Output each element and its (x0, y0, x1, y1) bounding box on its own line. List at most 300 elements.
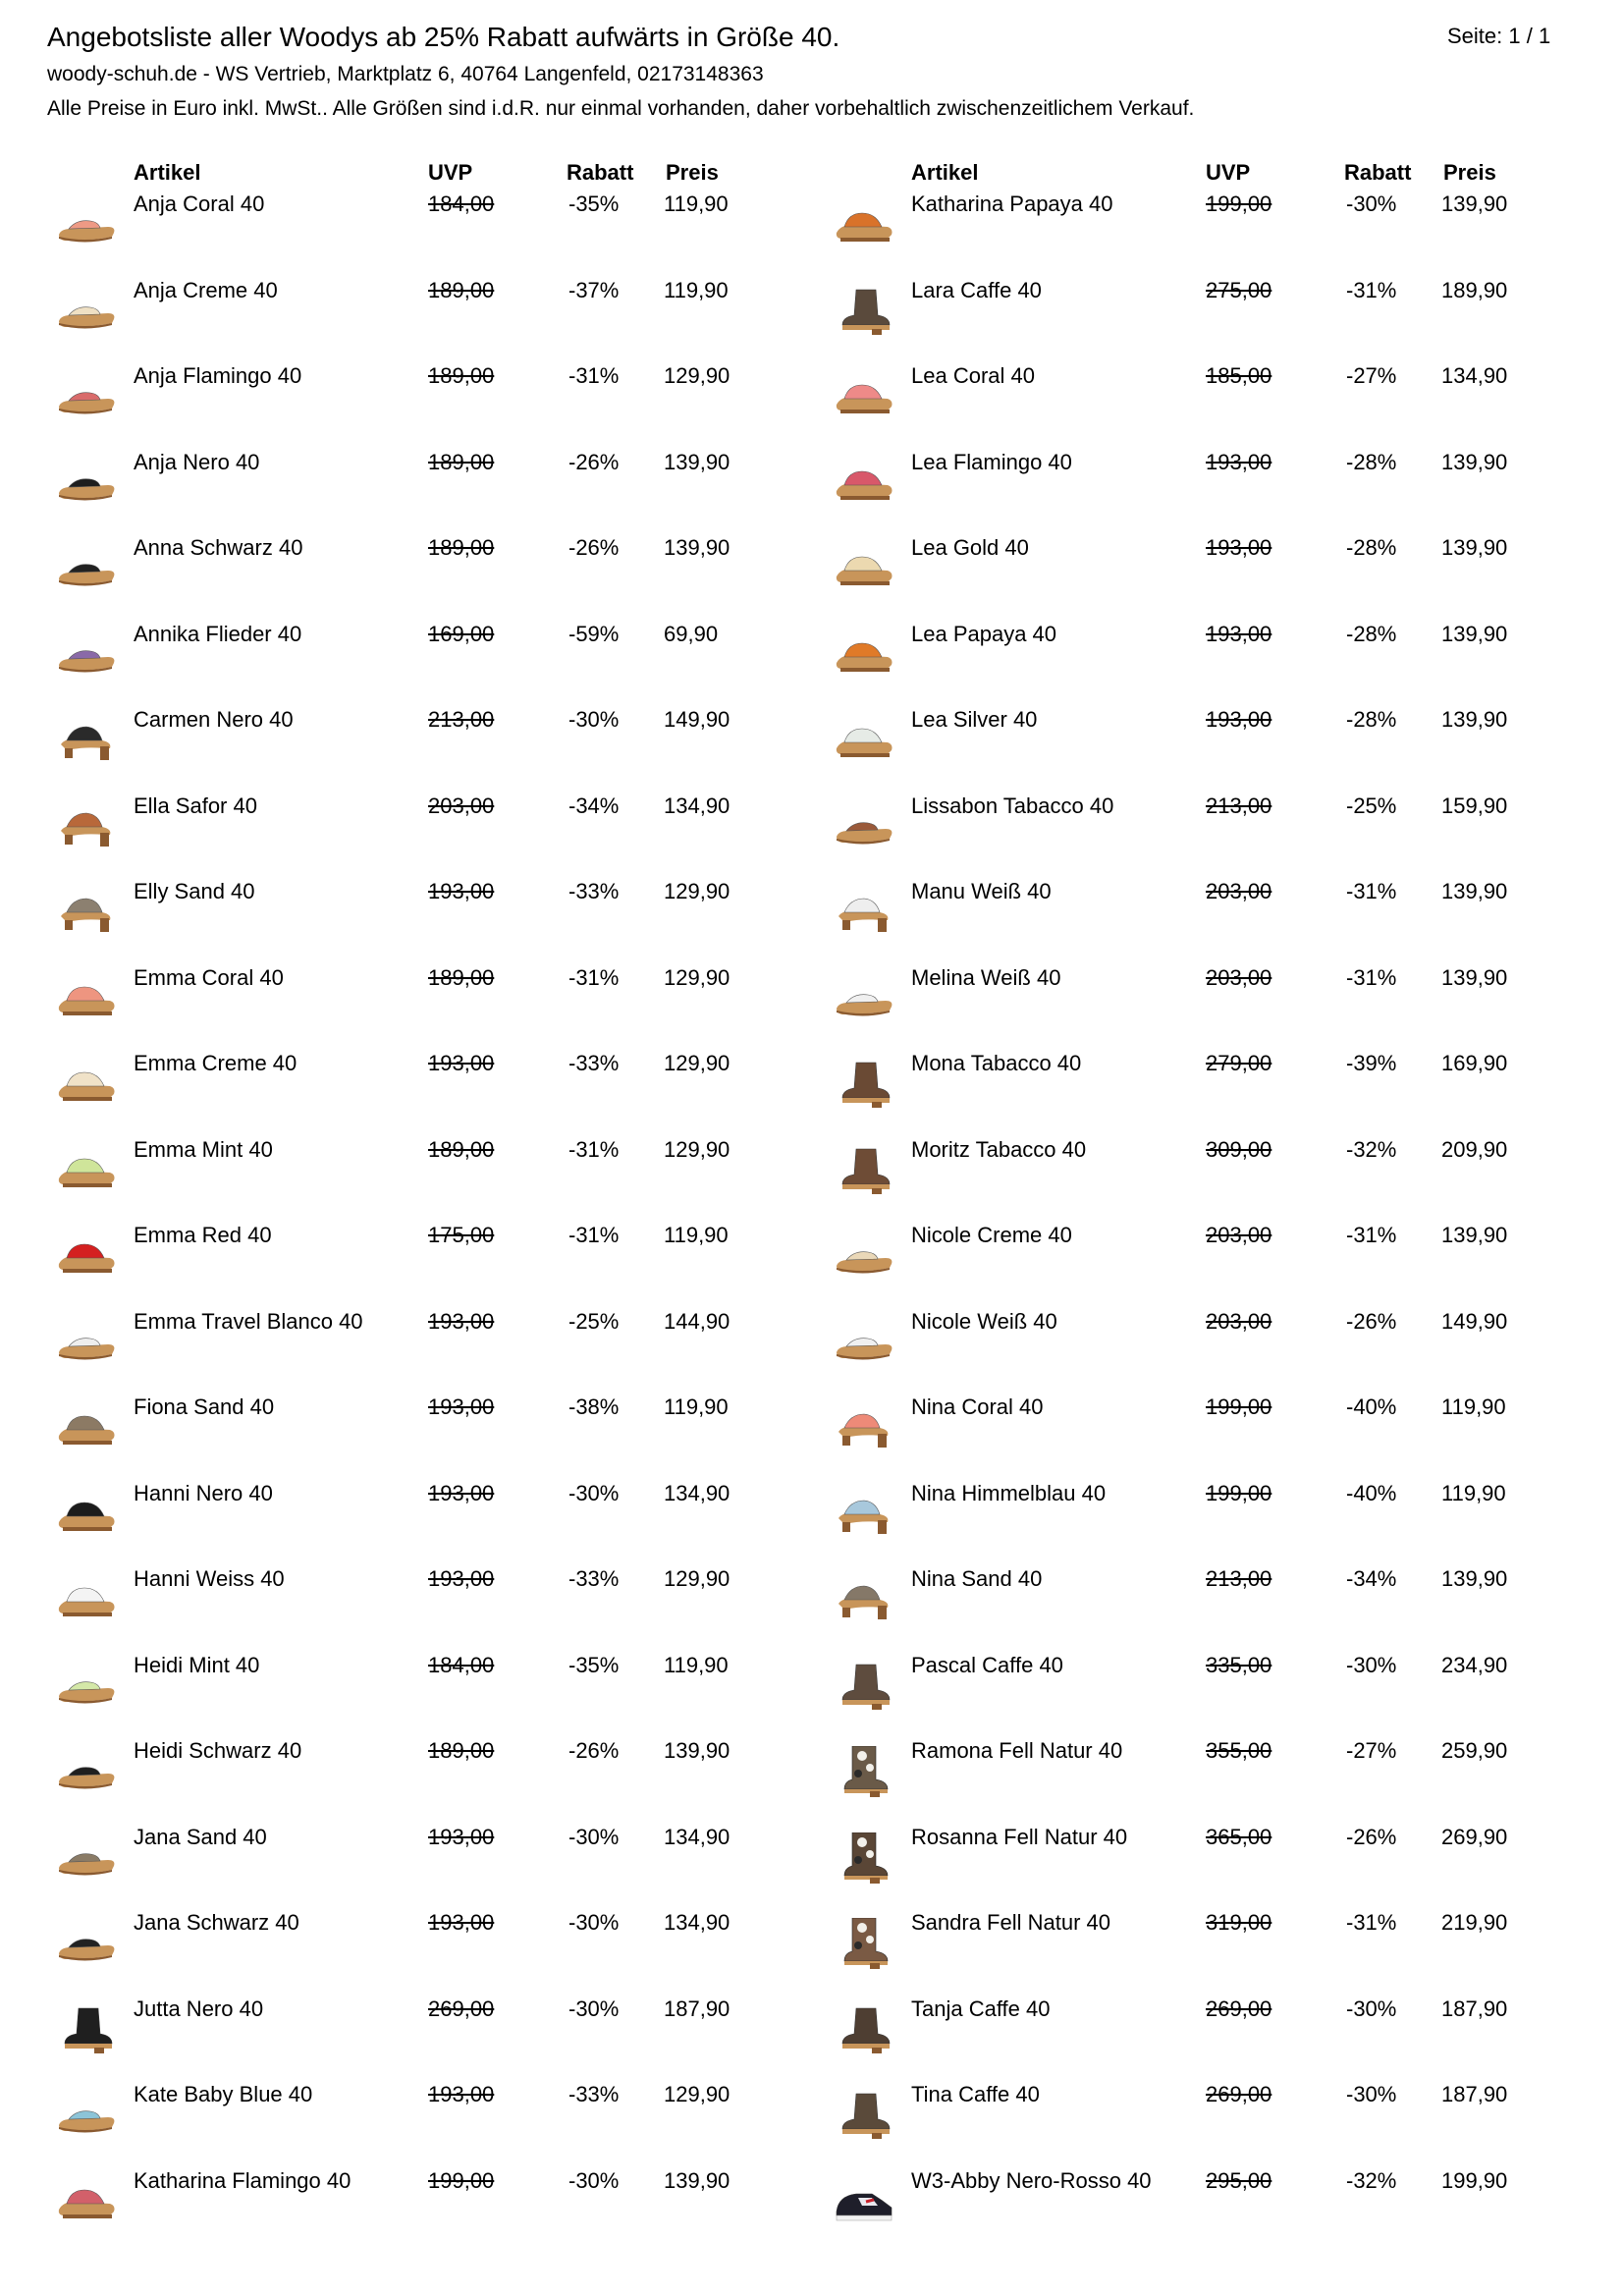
product-row (47, 1305, 793, 1392)
product-image (833, 1489, 895, 1540)
product-preis: 139,90 (1441, 621, 1508, 646)
product-uvp: 189,00 (428, 363, 495, 388)
product-preis: 187,90 (664, 1995, 730, 2021)
product-rabatt: -26% (568, 1738, 620, 1763)
product-image (55, 1402, 118, 1453)
product-image (55, 1661, 118, 1712)
product-name: Fiona Sand 40 (134, 1394, 275, 1419)
product-preis: 199,90 (1441, 2167, 1508, 2193)
product-row (47, 618, 793, 704)
product-uvp: 203,00 (1206, 879, 1272, 903)
col-header-uvp: UVP (428, 160, 473, 185)
product-row (825, 1993, 1571, 2079)
product-preis: 69,90 (664, 621, 719, 646)
product-uvp: 213,00 (1206, 1566, 1272, 1591)
product-row (47, 1133, 793, 1220)
product-row (47, 359, 793, 446)
product-preis: 139,90 (664, 449, 730, 474)
product-row (825, 1391, 1571, 1477)
product-name: Kate Baby Blue 40 (134, 2082, 313, 2106)
product-rabatt: -33% (568, 1566, 620, 1591)
product-image (833, 1574, 895, 1625)
product-preis: 119,90 (664, 1394, 729, 1419)
company-info: woody-schuh.de - WS Vertrieb, Marktplatz 6, 40764 Langenfeld, 02173148363 (47, 63, 764, 85)
product-name: Anja Flamingo 40 (134, 363, 302, 388)
table-header (825, 158, 1571, 188)
product-preis: 139,90 (1441, 191, 1508, 216)
product-rabatt: -34% (1346, 1566, 1397, 1591)
product-rabatt: -30% (1346, 1995, 1397, 2021)
product-image (55, 1574, 118, 1625)
product-rabatt: -26% (568, 449, 620, 474)
product-row (825, 188, 1571, 274)
product-uvp: 189,00 (428, 1738, 495, 1763)
product-image (833, 973, 895, 1024)
product-preis: 187,90 (1441, 2082, 1508, 2106)
product-rabatt: -35% (568, 1652, 620, 1677)
product-name: Lea Papaya 40 (911, 621, 1057, 646)
product-uvp: 193,00 (1206, 449, 1272, 474)
product-rabatt: -31% (1346, 277, 1397, 302)
product-list-left (47, 188, 793, 2250)
product-row (47, 1734, 793, 1821)
product-name: Hanni Weiss 40 (134, 1566, 285, 1591)
product-name: Tina Caffe 40 (911, 2082, 1040, 2106)
product-uvp: 335,00 (1206, 1652, 1272, 1677)
product-preis: 134,90 (1441, 363, 1508, 388)
product-name: Anja Coral 40 (134, 191, 265, 216)
product-name: Lea Silver 40 (911, 707, 1038, 732)
product-preis: 149,90 (664, 707, 730, 732)
product-image (833, 1317, 895, 1368)
product-rabatt: -26% (568, 535, 620, 560)
product-rabatt: -30% (568, 1910, 620, 1935)
product-rabatt: -25% (1346, 793, 1397, 818)
product-preis: 119,90 (664, 1652, 729, 1677)
product-uvp: 185,00 (1206, 363, 1272, 388)
product-preis: 159,90 (1441, 793, 1508, 818)
product-preis: 119,90 (664, 277, 729, 302)
product-image (55, 2090, 118, 2141)
product-uvp: 169,00 (428, 621, 495, 646)
product-preis: 139,90 (1441, 879, 1508, 903)
product-row (825, 2078, 1571, 2164)
product-image (833, 801, 895, 852)
product-row (47, 1477, 793, 1563)
product-rabatt: -27% (1346, 363, 1397, 388)
product-uvp: 193,00 (428, 879, 495, 903)
product-name: W3-Abby Nero-Rosso 40 (911, 2167, 1152, 2193)
product-preis: 209,90 (1441, 1136, 1508, 1162)
product-image (833, 1832, 895, 1884)
product-preis: 119,90 (1441, 1480, 1506, 1505)
product-list-right (825, 188, 1571, 2250)
product-image (55, 543, 118, 594)
product-name: Nicole Weiß 40 (911, 1308, 1057, 1334)
product-name: Anna Schwarz 40 (134, 535, 303, 560)
product-row (47, 1047, 793, 1133)
product-uvp: 199,00 (1206, 1480, 1272, 1505)
product-row (825, 790, 1571, 876)
product-image (55, 629, 118, 681)
product-preis: 139,90 (1441, 1566, 1508, 1591)
product-name: Pascal Caffe 40 (911, 1652, 1063, 1677)
product-image (55, 199, 118, 250)
product-image (55, 1832, 118, 1884)
product-preis: 139,90 (1441, 1223, 1508, 1247)
product-image (833, 286, 895, 337)
product-image (55, 1145, 118, 1196)
product-image (55, 458, 118, 509)
product-uvp: 199,00 (1206, 1394, 1272, 1419)
product-name: Emma Creme 40 (134, 1051, 298, 1075)
product-image (55, 801, 118, 852)
product-rabatt: -59% (568, 621, 620, 646)
product-row (825, 1734, 1571, 1821)
product-preis: 139,90 (1441, 707, 1508, 732)
product-rabatt: -30% (1346, 2082, 1397, 2106)
product-rabatt: -40% (1346, 1480, 1397, 1505)
product-uvp: 279,00 (1206, 1051, 1272, 1075)
product-name: Sandra Fell Natur 40 (911, 1910, 1110, 1935)
product-rabatt: -30% (568, 1480, 620, 1505)
product-name: Annika Flieder 40 (134, 621, 302, 646)
product-name: Nina Sand 40 (911, 1566, 1043, 1591)
product-name: Nina Coral 40 (911, 1394, 1044, 1419)
page-title: Angebotsliste aller Woodys ab 25% Rabatt aufwärts in Größe 40. (47, 22, 840, 52)
product-row (47, 188, 793, 274)
product-name: Emma Travel Blanco 40 (134, 1308, 363, 1334)
col-header-uvp: UVP (1206, 160, 1251, 185)
product-row (825, 961, 1571, 1048)
product-name: Lea Gold 40 (911, 535, 1029, 560)
product-uvp: 189,00 (428, 1136, 495, 1162)
product-row (47, 1391, 793, 1477)
product-rabatt: -31% (568, 1223, 620, 1247)
product-image (833, 1145, 895, 1196)
product-image (55, 1059, 118, 1110)
product-preis: 139,90 (1441, 964, 1508, 990)
product-image (833, 1230, 895, 1282)
product-rabatt: -30% (568, 2167, 620, 2193)
product-image (833, 1059, 895, 1110)
product-rabatt: -35% (568, 191, 620, 216)
product-uvp: 193,00 (1206, 707, 1272, 732)
product-preis: 139,90 (1441, 449, 1508, 474)
product-uvp: 193,00 (428, 1824, 495, 1849)
product-preis: 149,90 (1441, 1308, 1508, 1334)
product-preis: 234,90 (1441, 1652, 1508, 1677)
product-preis: 139,90 (1441, 535, 1508, 560)
product-rabatt: -31% (568, 1136, 620, 1162)
product-uvp: 269,00 (428, 1995, 495, 2021)
product-image (833, 887, 895, 938)
product-preis: 119,90 (1441, 1394, 1506, 1419)
product-uvp: 193,00 (1206, 535, 1272, 560)
product-rabatt: -33% (568, 2082, 620, 2106)
product-name: Jana Sand 40 (134, 1824, 267, 1849)
table-header (47, 158, 793, 188)
product-name: Rosanna Fell Natur 40 (911, 1824, 1128, 1849)
col-header-artikel: Artikel (911, 160, 979, 185)
product-preis: 129,90 (664, 879, 730, 903)
product-preis: 139,90 (664, 1738, 730, 1763)
product-rabatt: -31% (568, 363, 620, 388)
product-row (825, 2164, 1571, 2251)
product-row (47, 2164, 793, 2251)
product-name: Ella Safor 40 (134, 793, 257, 818)
col-header-preis: Preis (1443, 160, 1496, 185)
product-preis: 134,90 (664, 1910, 730, 1935)
product-row (47, 531, 793, 618)
product-row (47, 1562, 793, 1649)
product-uvp: 199,00 (1206, 191, 1272, 216)
product-row (47, 2078, 793, 2164)
product-preis: 269,90 (1441, 1824, 1508, 1849)
product-uvp: 193,00 (428, 1394, 495, 1419)
product-name: Emma Mint 40 (134, 1136, 273, 1162)
product-row (47, 1219, 793, 1305)
product-row (47, 1649, 793, 1735)
product-name: Elly Sand 40 (134, 879, 255, 903)
product-name: Jutta Nero 40 (134, 1995, 264, 2021)
product-row (47, 274, 793, 360)
product-image (833, 1661, 895, 1712)
product-image (833, 629, 895, 681)
product-rabatt: -31% (1346, 1223, 1397, 1247)
price-note: Alle Preise in Euro inkl. MwSt.. Alle Größen sind i.d.R. nur einmal vorhanden, daher vorbehaltlich zwischenzeitlichem Verkauf. (47, 97, 1195, 120)
product-uvp: 203,00 (1206, 1223, 1272, 1247)
product-row (825, 703, 1571, 790)
product-uvp: 203,00 (1206, 964, 1272, 990)
product-image (833, 1402, 895, 1453)
product-name: Katharina Flamingo 40 (134, 2167, 352, 2193)
product-uvp: 189,00 (428, 964, 495, 990)
product-name: Lara Caffe 40 (911, 277, 1042, 302)
product-preis: 187,90 (1441, 1995, 1508, 2021)
product-image (55, 2176, 118, 2227)
product-image (833, 715, 895, 766)
product-preis: 144,90 (664, 1308, 730, 1334)
product-preis: 119,90 (664, 191, 729, 216)
product-name: Melina Weiß 40 (911, 964, 1061, 990)
product-name: Lea Coral 40 (911, 363, 1035, 388)
product-rabatt: -39% (1346, 1051, 1397, 1075)
product-image (55, 887, 118, 938)
product-uvp: 193,00 (428, 1480, 495, 1505)
product-name: Emma Red 40 (134, 1223, 272, 1247)
product-rabatt: -30% (568, 1995, 620, 2021)
product-table-right (825, 158, 1571, 2250)
product-preis: 139,90 (664, 535, 730, 560)
product-rabatt: -28% (1346, 535, 1397, 560)
product-name: Heidi Mint 40 (134, 1652, 260, 1677)
product-name: Lissabon Tabacco 40 (911, 793, 1114, 818)
product-preis: 129,90 (664, 2082, 730, 2106)
product-uvp: 355,00 (1206, 1738, 1272, 1763)
product-rabatt: -37% (568, 277, 620, 302)
product-image (833, 543, 895, 594)
product-name: Jana Schwarz 40 (134, 1910, 299, 1935)
product-uvp: 203,00 (1206, 1308, 1272, 1334)
product-row (825, 1821, 1571, 1907)
product-row (47, 875, 793, 961)
product-image (55, 286, 118, 337)
product-uvp: 184,00 (428, 1652, 495, 1677)
product-row (825, 1906, 1571, 1993)
product-preis: 259,90 (1441, 1738, 1508, 1763)
product-image (833, 371, 895, 422)
product-image (55, 1918, 118, 1969)
product-rabatt: -28% (1346, 707, 1397, 732)
product-row (47, 961, 793, 1048)
product-uvp: 193,00 (428, 1051, 495, 1075)
product-rabatt: -26% (1346, 1824, 1397, 1849)
product-row (47, 446, 793, 532)
product-uvp: 184,00 (428, 191, 495, 216)
product-rabatt: -31% (1346, 964, 1397, 990)
product-uvp: 309,00 (1206, 1136, 1272, 1162)
product-name: Anja Nero 40 (134, 449, 260, 474)
product-row (825, 1649, 1571, 1735)
product-rabatt: -26% (1346, 1308, 1397, 1334)
product-row (825, 1219, 1571, 1305)
product-rabatt: -25% (568, 1308, 620, 1334)
product-name: Emma Coral 40 (134, 964, 284, 990)
col-header-rabatt: Rabatt (1344, 160, 1412, 185)
product-rabatt: -33% (568, 1051, 620, 1075)
product-uvp: 189,00 (428, 535, 495, 560)
product-row (825, 875, 1571, 961)
product-row (47, 703, 793, 790)
product-rabatt: -34% (568, 793, 620, 818)
page-number: Seite: 1 / 1 (1447, 24, 1551, 48)
product-rabatt: -30% (1346, 1652, 1397, 1677)
product-image (55, 715, 118, 766)
product-uvp: 319,00 (1206, 1910, 1272, 1935)
product-row (47, 790, 793, 876)
product-image (55, 1230, 118, 1282)
product-name: Ramona Fell Natur 40 (911, 1738, 1123, 1763)
product-preis: 129,90 (664, 363, 730, 388)
product-image (55, 973, 118, 1024)
product-preis: 119,90 (664, 1223, 729, 1247)
product-uvp: 189,00 (428, 449, 495, 474)
product-preis: 134,90 (664, 793, 730, 818)
product-image (833, 2090, 895, 2141)
col-header-artikel: Artikel (134, 160, 201, 185)
product-preis: 169,90 (1441, 1051, 1508, 1075)
product-rabatt: -30% (568, 1824, 620, 1849)
product-row (825, 1305, 1571, 1392)
product-uvp: 193,00 (428, 1910, 495, 1935)
product-rabatt: -33% (568, 879, 620, 903)
product-name: Manu Weiß 40 (911, 879, 1052, 903)
product-uvp: 193,00 (428, 2082, 495, 2106)
product-preis: 129,90 (664, 1051, 730, 1075)
product-row (825, 618, 1571, 704)
product-rabatt: -28% (1346, 621, 1397, 646)
product-name: Hanni Nero 40 (134, 1480, 273, 1505)
product-name: Lea Flamingo 40 (911, 449, 1072, 474)
product-image (833, 2176, 895, 2227)
product-uvp: 213,00 (1206, 793, 1272, 818)
product-uvp: 193,00 (428, 1308, 495, 1334)
product-row (47, 1821, 793, 1907)
product-image (55, 1489, 118, 1540)
product-rabatt: -38% (568, 1394, 620, 1419)
product-name: Heidi Schwarz 40 (134, 1738, 302, 1763)
product-image (55, 1746, 118, 1797)
product-preis: 129,90 (664, 1136, 730, 1162)
product-row (825, 274, 1571, 360)
product-row (825, 1133, 1571, 1220)
product-name: Katharina Papaya 40 (911, 191, 1113, 216)
product-table-left (47, 158, 793, 2250)
product-row (825, 531, 1571, 618)
product-rabatt: -27% (1346, 1738, 1397, 1763)
product-rabatt: -32% (1346, 1136, 1397, 1162)
product-row (825, 1477, 1571, 1563)
product-uvp: 295,00 (1206, 2167, 1272, 2193)
product-rabatt: -31% (568, 964, 620, 990)
product-rabatt: -28% (1346, 449, 1397, 474)
product-row (47, 1993, 793, 2079)
product-uvp: 193,00 (1206, 621, 1272, 646)
product-rabatt: -32% (1346, 2167, 1397, 2193)
product-name: Moritz Tabacco 40 (911, 1136, 1087, 1162)
product-rabatt: -31% (1346, 1910, 1397, 1935)
product-row (825, 1562, 1571, 1649)
product-uvp: 269,00 (1206, 2082, 1272, 2106)
product-preis: 129,90 (664, 1566, 730, 1591)
product-rabatt: -30% (568, 707, 620, 732)
product-name: Nina Himmelblau 40 (911, 1480, 1107, 1505)
product-uvp: 193,00 (428, 1566, 495, 1591)
product-row (825, 359, 1571, 446)
product-uvp: 269,00 (1206, 1995, 1272, 2021)
product-image (833, 458, 895, 509)
product-image (55, 2004, 118, 2055)
product-uvp: 275,00 (1206, 277, 1272, 302)
product-uvp: 365,00 (1206, 1824, 1272, 1849)
product-preis: 189,90 (1441, 277, 1508, 302)
product-preis: 139,90 (664, 2167, 730, 2193)
product-preis: 129,90 (664, 964, 730, 990)
product-rabatt: -30% (1346, 191, 1397, 216)
product-name: Nicole Creme 40 (911, 1223, 1072, 1247)
col-header-rabatt: Rabatt (567, 160, 634, 185)
product-name: Tanja Caffe 40 (911, 1995, 1051, 2021)
product-image (833, 1746, 895, 1797)
product-name: Anja Creme 40 (134, 277, 278, 302)
product-uvp: 199,00 (428, 2167, 495, 2193)
product-uvp: 189,00 (428, 277, 495, 302)
product-image (833, 2004, 895, 2055)
product-rabatt: -40% (1346, 1394, 1397, 1419)
product-name: Mona Tabacco 40 (911, 1051, 1082, 1075)
product-row (825, 446, 1571, 532)
product-row (47, 1906, 793, 1993)
product-preis: 134,90 (664, 1480, 730, 1505)
product-uvp: 175,00 (428, 1223, 495, 1247)
product-name: Carmen Nero 40 (134, 707, 294, 732)
product-image (833, 199, 895, 250)
product-rabatt: -31% (1346, 879, 1397, 903)
col-header-preis: Preis (666, 160, 719, 185)
product-image (55, 371, 118, 422)
product-image (833, 1918, 895, 1969)
